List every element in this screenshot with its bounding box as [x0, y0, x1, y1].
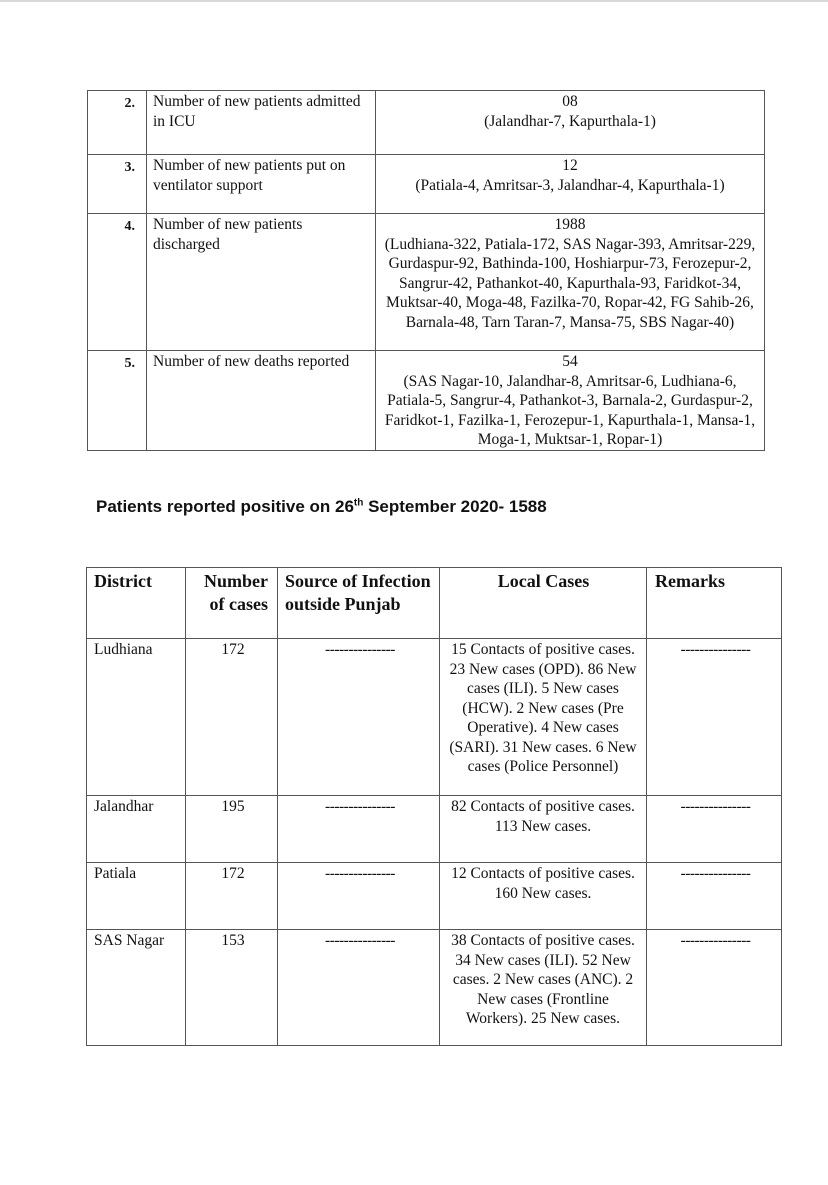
case-count: 153 — [186, 930, 278, 1046]
case-count: 172 — [186, 639, 278, 796]
local-cases: 82 Contacts of positive cases. 113 New cases. — [440, 796, 647, 863]
header-remarks: Remarks — [647, 568, 782, 639]
section-heading — [96, 497, 547, 517]
row-description: Number of new patients put on ventilator support — [147, 155, 376, 214]
row-number: 4. — [88, 214, 147, 351]
row-detail: (Jalandhar-7, Kapurthala-1) — [484, 112, 656, 130]
row-value-cell — [376, 214, 765, 351]
source-of-infection: --------------- — [278, 930, 440, 1046]
case-count: 195 — [186, 796, 278, 863]
local-cases: 15 Contacts of positive cases. 23 New cases (OPD). 86 New cases (ILI). 5 New cases (HCW). 2 New cases (Pre Operative). 4 New cases (SARI). 31 New cases. 6 New cases (Police Personnel) — [440, 639, 647, 796]
summary-table — [87, 90, 765, 451]
remarks: --------------- — [647, 639, 782, 796]
remarks: --------------- — [647, 796, 782, 863]
table-row — [87, 639, 782, 796]
row-number: 3. — [88, 155, 147, 214]
summary-row — [88, 214, 765, 351]
row-number: 5. — [88, 351, 147, 451]
remarks: --------------- — [647, 930, 782, 1046]
heading-suffix: September 2020- 1588 — [363, 497, 547, 516]
row-value: 08 — [562, 93, 578, 110]
summary-row — [88, 155, 765, 214]
case-count: 172 — [186, 863, 278, 930]
row-value-cell — [376, 351, 765, 451]
top-border — [0, 0, 828, 2]
row-number: 2. — [88, 91, 147, 155]
source-of-infection: --------------- — [278, 796, 440, 863]
source-of-infection: --------------- — [278, 639, 440, 796]
header-number-of-cases: Number of cases — [186, 568, 278, 639]
district-name: Jalandhar — [87, 796, 186, 863]
row-description: Number of new patients admitted in ICU — [147, 91, 376, 155]
heading-prefix: Patients reported positive on 26 — [96, 497, 354, 516]
summary-row — [88, 91, 765, 155]
heading-superscript: th — [353, 497, 364, 509]
row-detail: (Ludhiana-322, Patiala-172, SAS Nagar-393, Amritsar-229, Gurdaspur-92, Bathinda-100, Hoshiarpur-73, Ferozepur-2, Sangrur-42, Pathankot-40, Kapurthala-93, Faridkot-34, Muktsar-40, Moga-48, Fazilka-70, Ropar-42, FG Sahib-26, Barnala-48, Tarn Taran-7, Mansa-75, SBS Nagar-40) — [384, 235, 756, 331]
row-description: Number of new deaths reported — [147, 351, 376, 451]
district-name: SAS Nagar — [87, 930, 186, 1046]
row-value: 54 — [562, 353, 578, 370]
table-row — [87, 796, 782, 863]
source-of-infection: --------------- — [278, 863, 440, 930]
table-header-row — [87, 568, 782, 639]
row-value-cell — [376, 91, 765, 155]
local-cases: 12 Contacts of positive cases. 160 New cases. — [440, 863, 647, 930]
row-detail: (SAS Nagar-10, Jalandhar-8, Amritsar-6, Ludhiana-6, Patiala-5, Sangrur-4, Pathankot-3, Barnala-2, Gurdaspur-2, Faridkot-1, Fazilka-1, Ferozepur-1, Kapurthala-1, Mansa-1, Moga-1, Muktsar-1, Ropar-1) — [384, 372, 756, 448]
district-name: Ludhiana — [87, 639, 186, 796]
table-row — [87, 863, 782, 930]
local-cases: 38 Contacts of positive cases. 34 New cases (ILI). 52 New cases. 2 New cases (ANC). 2 New cases (Frontline Workers). 25 New cases. — [440, 930, 647, 1046]
row-value-cell — [376, 155, 765, 214]
row-description: Number of new patients discharged — [147, 214, 376, 351]
table-row — [87, 930, 782, 1046]
row-value: 1988 — [554, 216, 586, 233]
header-local-cases: Local Cases — [440, 568, 647, 639]
district-table — [86, 567, 782, 1046]
remarks: --------------- — [647, 863, 782, 930]
row-detail: (Patiala-4, Amritsar-3, Jalandhar-4, Kapurthala-1) — [415, 176, 725, 194]
header-source-of-infection: Source of Infection outside Punjab — [278, 568, 440, 639]
summary-row — [88, 351, 765, 451]
district-name: Patiala — [87, 863, 186, 930]
row-value: 12 — [562, 157, 578, 174]
header-district: District — [87, 568, 186, 639]
